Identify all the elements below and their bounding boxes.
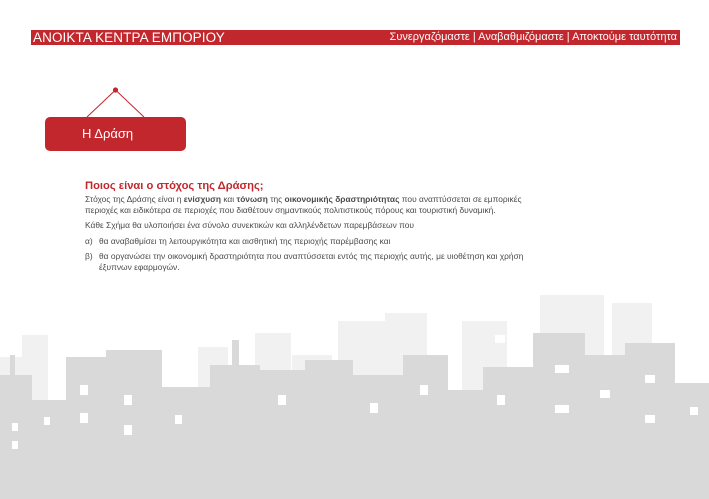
intro-text-1: Στόχος της Δράσης είναι η [85,194,184,204]
intro-paragraph [85,194,535,215]
intro-text-2: και [221,194,237,204]
header-tagline: Συνεργαζόμαστε | Αναβαθμιζόμαστε | Αποκτούμε ταυτότητα [389,31,677,43]
list-item-text: θα οργανώσει την οικονομική δραστηριότητα που αναπτύσσεται εντός της περιοχής αυτής, με υιοθέτηση και χρήση έξυπνων εφαρμογών. [99,251,524,272]
section-tab-label: Η Δράση [82,126,134,141]
intro-text-3: της [267,194,285,204]
section-heading: Ποιος είναι ο στόχος της Δράσης; [85,180,264,192]
intro-bold-1: ενίσχυση [183,194,221,204]
header-title: ΑΝΟΙΚΤΑ ΚΕΝΤΡΑ ΕΜΠΟΡΙΟΥ [33,30,225,45]
list-item-text: θα αναβαθμίσει τη λειτουργικότητα και αισθητική της περιοχής παρέμβασης και [99,235,391,246]
list-marker: α) [85,235,93,246]
intro-bold-3: οικονομικής δραστηριότητας [284,194,400,204]
section-tab [45,117,186,151]
intro-text-4: που αναπτύσσεται σε εμπορικές περιοχές και ειδικότερα σε περιοχές που διαθέτουν σημαντικούς πολιτιστικούς πόρους και τουριστική δυναμική. [85,194,522,215]
main-content [85,180,535,278]
city-skyline-illustration [0,295,709,499]
second-paragraph: Κάθε Σχήμα θα υλοποιήσει ένα σύνολο συνεκτικών και αλληλένδετων παρεμβάσεων που [85,220,415,231]
list-item [85,251,535,272]
list-item [85,236,535,247]
list-marker: β) [85,251,93,262]
intro-bold-2: τόνωση [236,194,268,204]
